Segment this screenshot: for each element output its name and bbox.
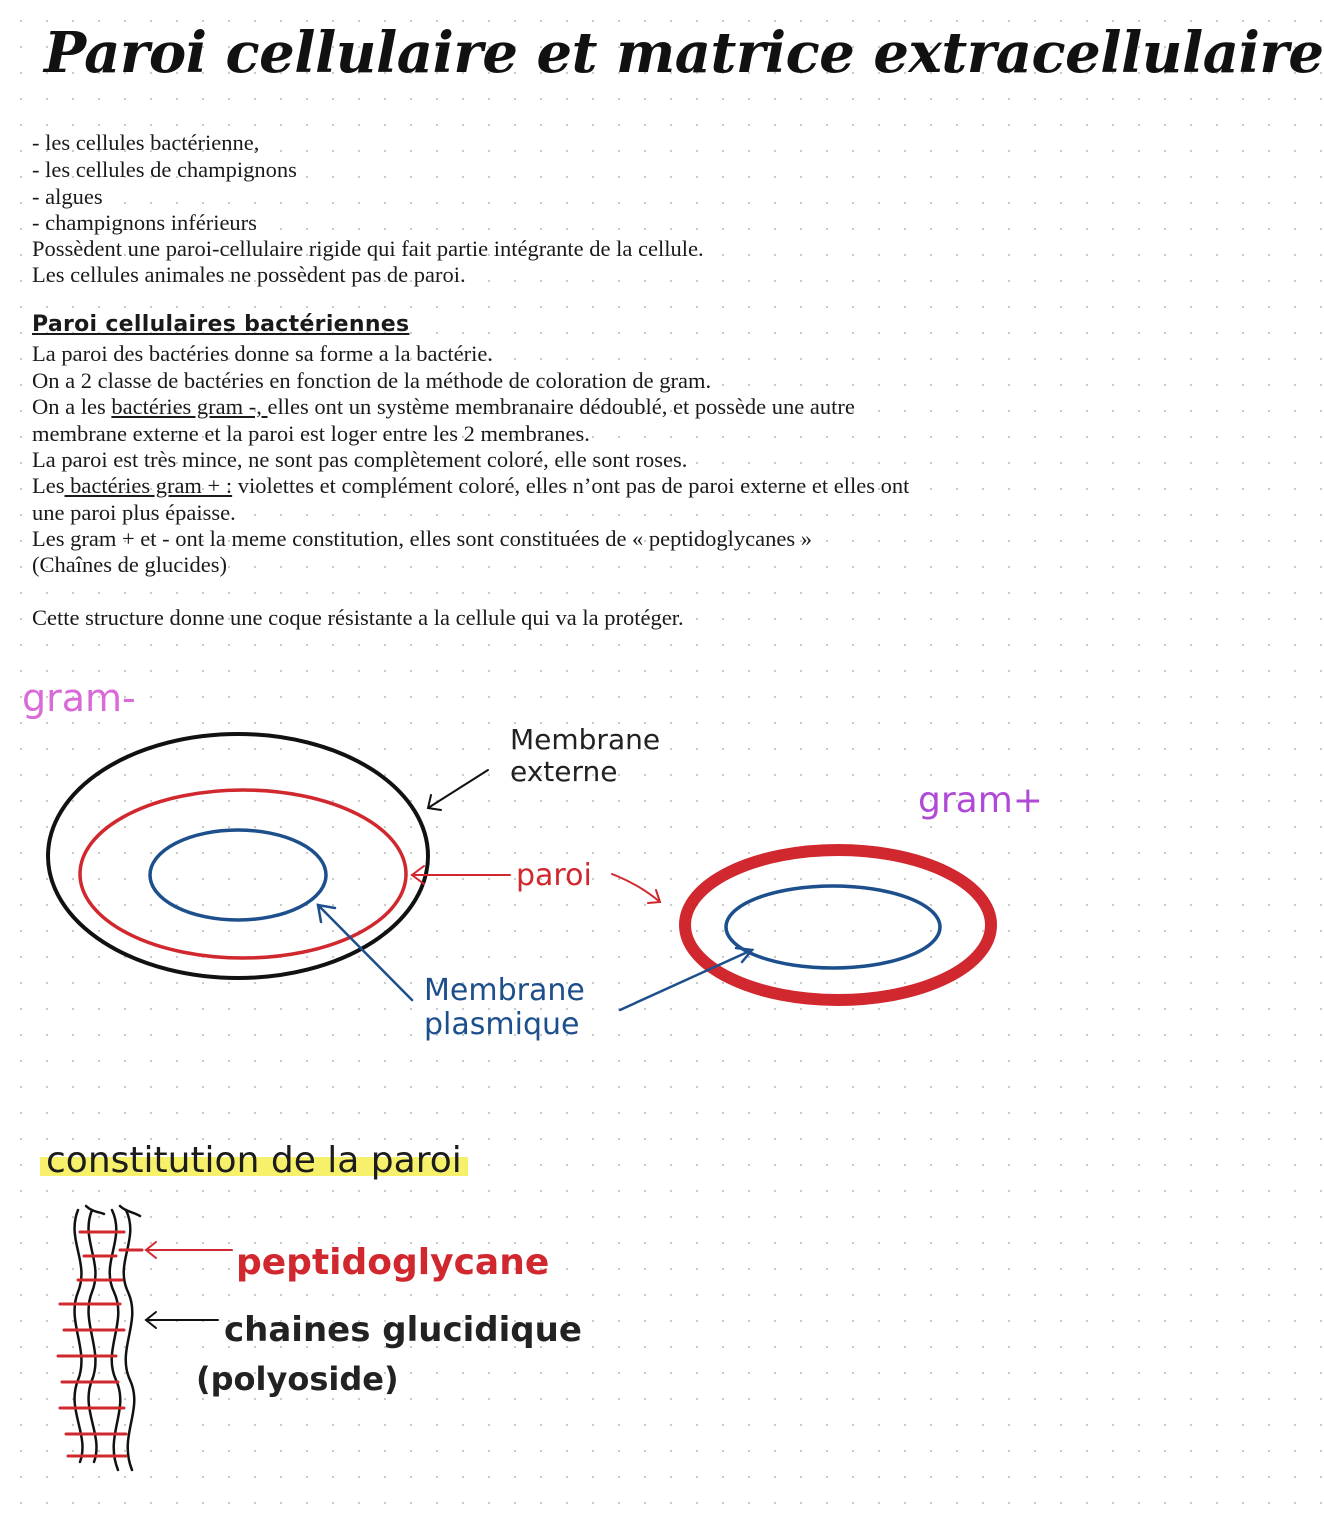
section-line: La paroi est très mince, ne sont pas complètement coloré, elle sont roses. — [32, 447, 688, 472]
section-line: On a 2 classe de bactéries en fonction de la méthode de coloration de gram. — [32, 368, 712, 393]
gram-neg-plasma-membrane-ellipse — [150, 830, 326, 920]
gram-negative-label: gram- — [22, 676, 136, 720]
gram-negative-term: bactéries gram -, — [111, 394, 268, 419]
membrane-plasmique-label — [424, 974, 585, 1042]
text-fragment: violettes et complément coloré, elles n’ont pas de paroi externe et elles ont — [232, 473, 910, 498]
peptidoglycane-label: peptidoglycane — [236, 1242, 550, 1283]
arrow-paroi-gram-pos — [612, 874, 660, 903]
text-fragment: Les — [32, 473, 65, 498]
gram-positive-term: bactéries gram + : — [64, 473, 233, 498]
constitution-heading: constitution de la paroi — [40, 1140, 468, 1181]
page-title: Paroi cellulaire et matrice extracellulaire — [44, 20, 1324, 86]
text-fragment: elles ont un système membranaire dédoublé, et possède une autre — [267, 394, 855, 419]
section-line: (Chaînes de glucides) — [32, 552, 227, 577]
chaines-glucidique-label: chaines glucidique — [224, 1310, 582, 1350]
section-line: Cette structure donne une coque résistante a la cellule qui va la protéger. — [32, 605, 684, 630]
membrane-plasmique-line: Membrane — [424, 973, 585, 1008]
membrane-externe-line: Membrane — [510, 723, 661, 756]
paroi-label: paroi — [516, 858, 592, 893]
intro-line: Les cellules animales ne possèdent pas de paroi. — [32, 262, 466, 287]
gram-pos-wall-ellipse — [685, 850, 991, 1000]
membrane-plasmique-line: plasmique — [424, 1007, 580, 1042]
section-line: La paroi des bactéries donne sa forme a la bactérie. — [32, 341, 494, 366]
intro-line: Possèdent une paroi-cellulaire rigide qui fait partie intégrante de la cellule. — [32, 236, 704, 261]
arrow-membrane-externe — [428, 770, 488, 810]
intro-line: - les cellules bactérienne, — [32, 130, 260, 155]
polyoside-label: (polyoside) — [196, 1360, 399, 1398]
intro-line: - les cellules de champignons — [32, 157, 297, 182]
text-fragment: On a les — [32, 394, 112, 419]
outer-membrane-ellipse — [48, 734, 428, 978]
section-title: Paroi cellulaires bactériennes — [32, 312, 410, 337]
section-line: une paroi plus épaisse. — [32, 500, 236, 525]
intro-line: - algues — [32, 184, 103, 209]
gram-positive-label: gram+ — [918, 780, 1043, 821]
membrane-externe-label — [510, 724, 660, 788]
section-line: Les gram + et - ont la meme constitution, elles sont constituées de « peptidoglycanes » — [32, 526, 813, 551]
membrane-externe-line: externe — [510, 755, 618, 788]
gram-pos-plasma-membrane-ellipse — [726, 886, 940, 968]
peptidoglycan-sketch — [58, 1206, 232, 1470]
gram-neg-wall-ellipse — [80, 790, 406, 958]
intro-line: - champignons inférieurs — [32, 210, 257, 235]
section-line: membrane externe et la paroi est loger entre les 2 membranes. — [32, 421, 590, 446]
